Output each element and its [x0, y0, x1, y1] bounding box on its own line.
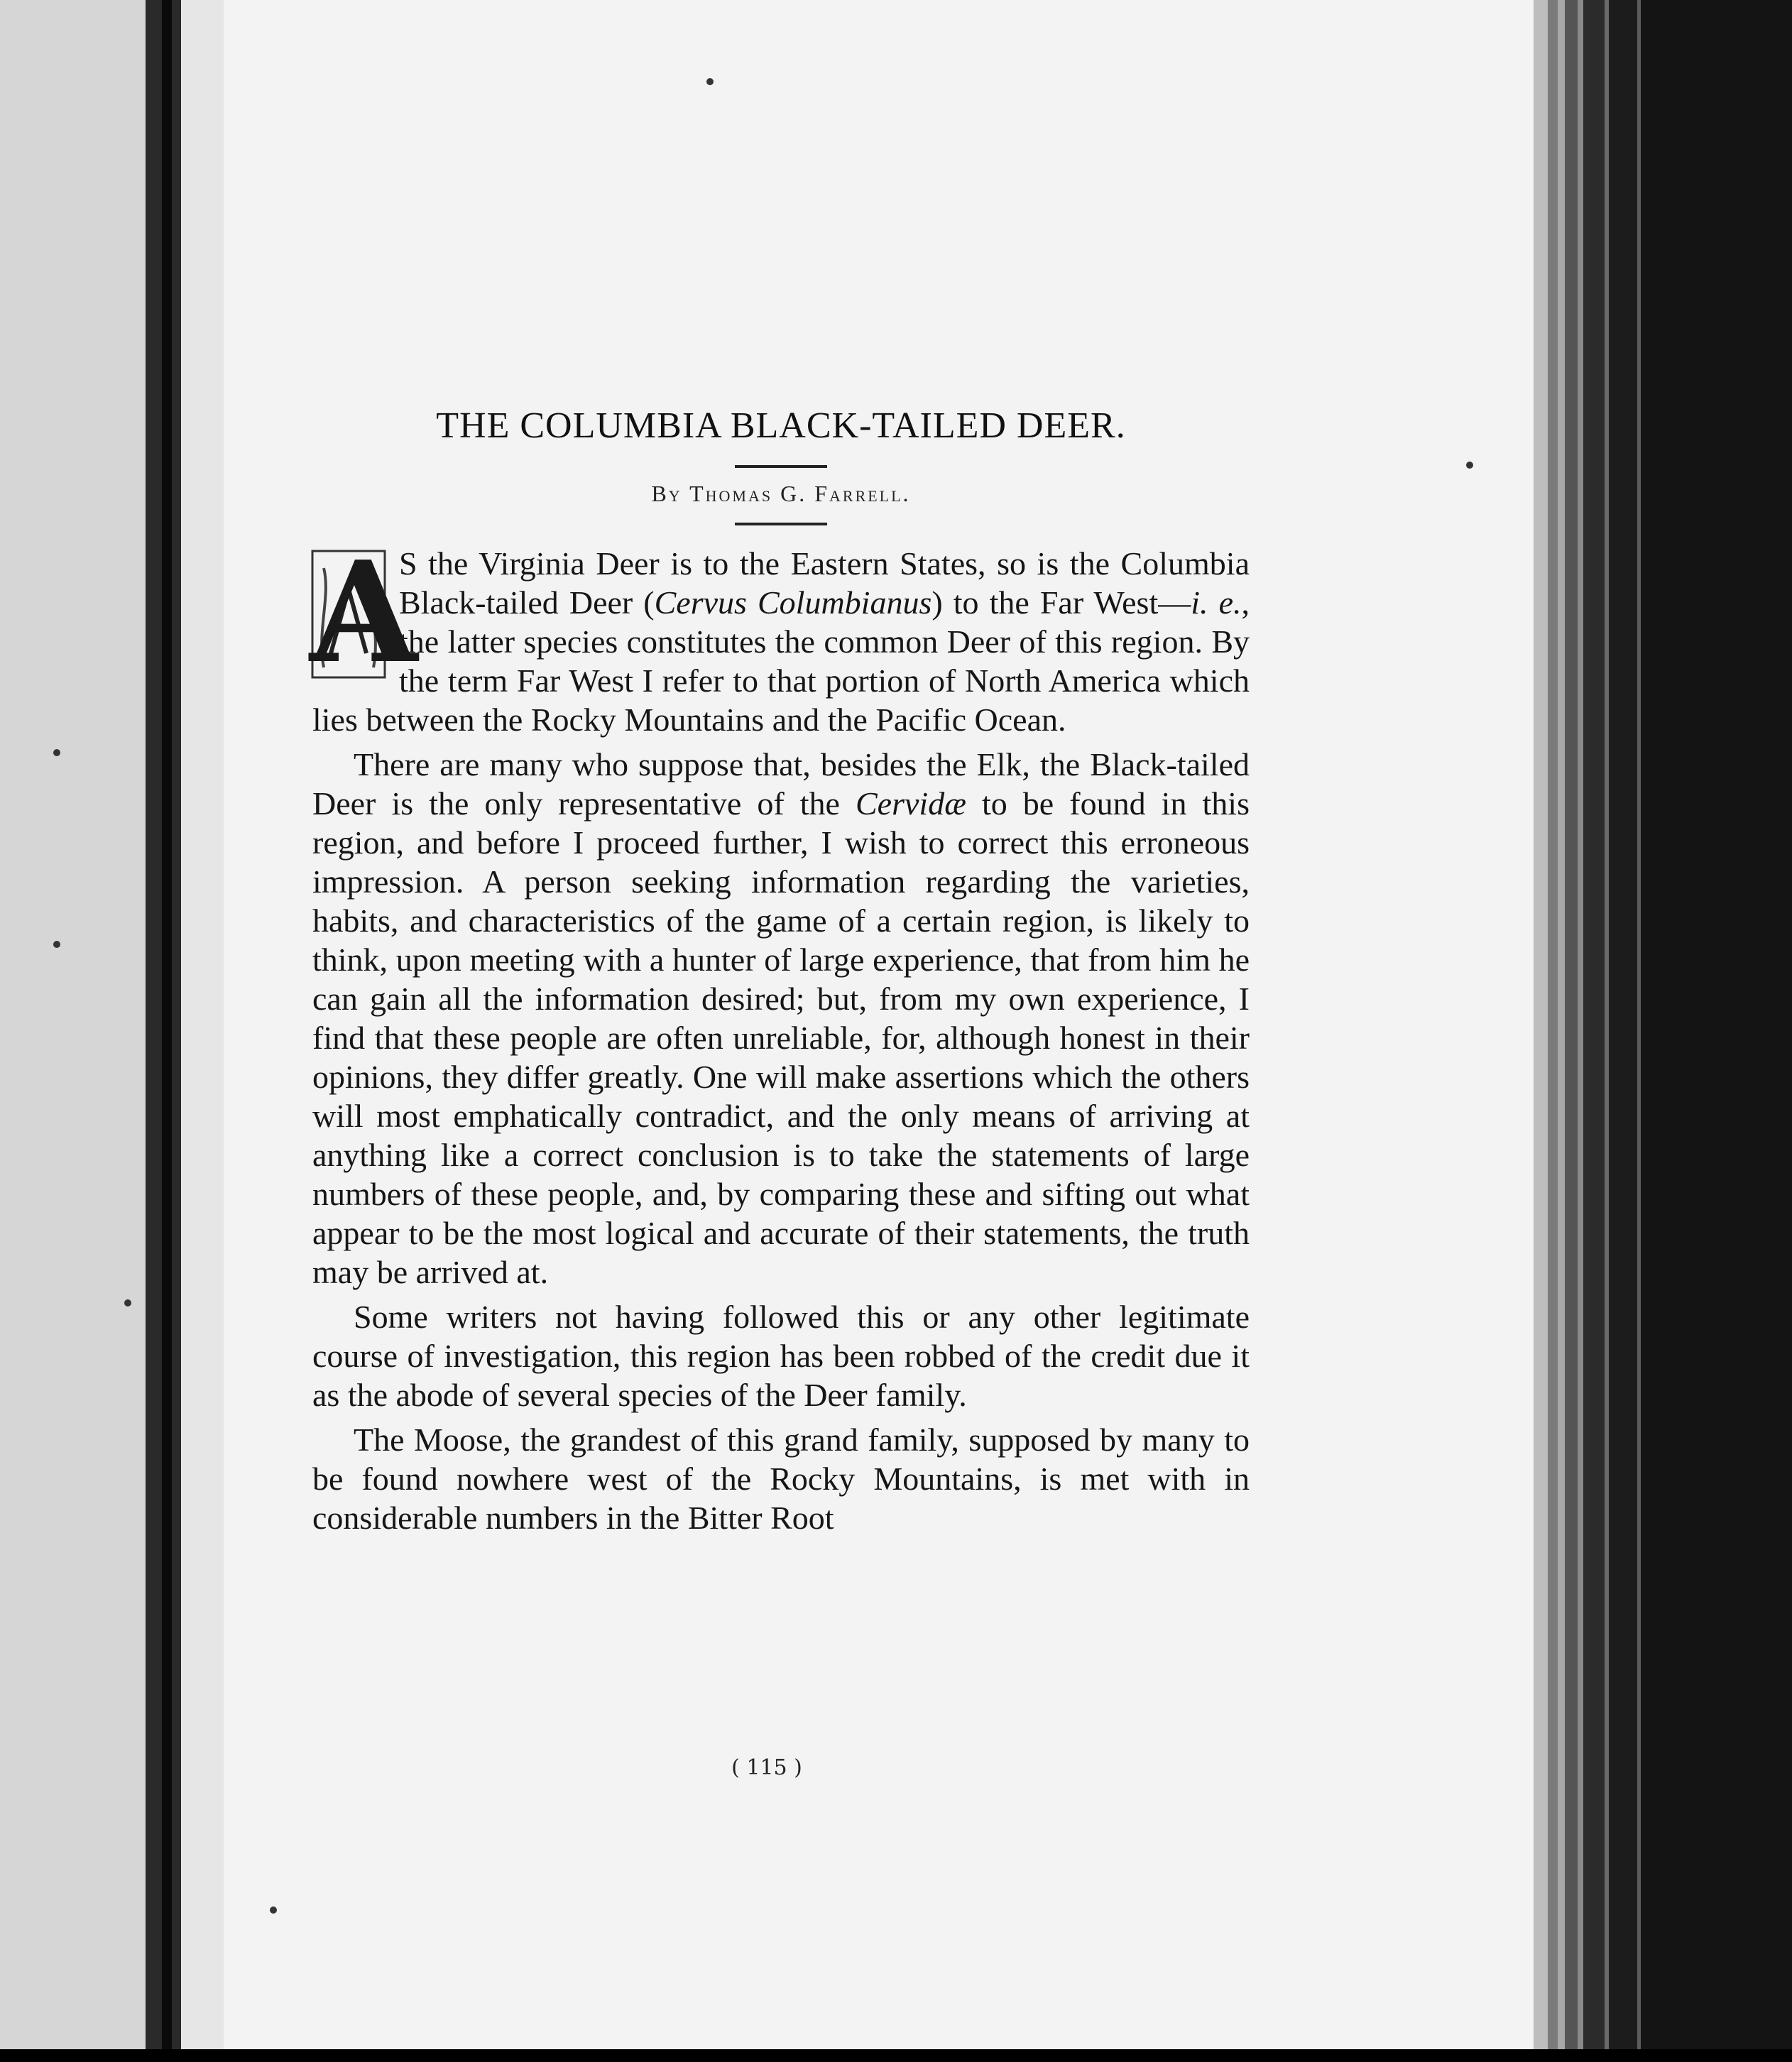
- paragraph-2: [312, 745, 1250, 1292]
- article: [312, 405, 1250, 1825]
- dropcap: [310, 531, 418, 694]
- paragraph-2-lead: There are many who suppose that, besides the Elk, the Black-tailed Deer is the only representative of the: [312, 746, 1250, 822]
- left-facing-page: [0, 0, 146, 2052]
- paragraph-1-lead: S the Virginia Deer is to the Eastern States, so is the Columbia Black-tailed Deer (: [399, 545, 1250, 621]
- latin-family: Cervidæ: [856, 785, 966, 822]
- ie-abbrev: i. e.: [1191, 584, 1242, 621]
- paragraph-2-rest: to be found in this region, and before I proceed further, I wish to correct this erroneous impression. A person seeking information regarding the varieties, habits, and characteristics of the game of a certain region, is likely to think, upon meeting with a hunter of large experience, that from him he can gain all the information desired; but, from my own experience, I find that these people are often unreliable, for, although honest in their opinions, they differ greatly. One will make assertions which the others will most emphatically contradict, and the only means of arriving at anything like a correct conclusion is to take the statements of large numbers of these people, and, by comparing these and sifting out what appear to be the most logical and accurate of their statements, the truth may be arrived at.: [312, 785, 1250, 1290]
- byline: By Thomas G. Farrell.: [651, 481, 911, 506]
- latin-name: Cervus Columbianus: [654, 584, 932, 621]
- title-rule: [735, 465, 827, 468]
- byline-rule: [735, 523, 827, 525]
- page-number: ( 115 ): [731, 1755, 802, 1780]
- paragraph-1: [310, 531, 1250, 739]
- paragraph-3: Some writers not having followed this or any other legitimate course of investigation, this region has been robbed of the credit due it as the abode of several species of the Deer family.: [312, 1299, 1250, 1413]
- article-title: THE COLUMBIA BLACK-TAILED DEER.: [436, 405, 1126, 446]
- paragraph-1-rest: , the latter species constitutes the common Deer of this region. By the term Far West I refer to that portion of North America which lies between the Rocky Mountains and the Pacific Ocean.: [312, 584, 1250, 738]
- paragraph-4: The Moose, the grandest of this grand family, supposed by many to be found nowhere west of the Rocky Mountains, is met with in considerable numbers in the Bitter Root: [312, 1422, 1250, 1536]
- dropcap-letter: A: [310, 531, 418, 694]
- paragraph-1-mid: ) to the Far West—: [931, 584, 1191, 621]
